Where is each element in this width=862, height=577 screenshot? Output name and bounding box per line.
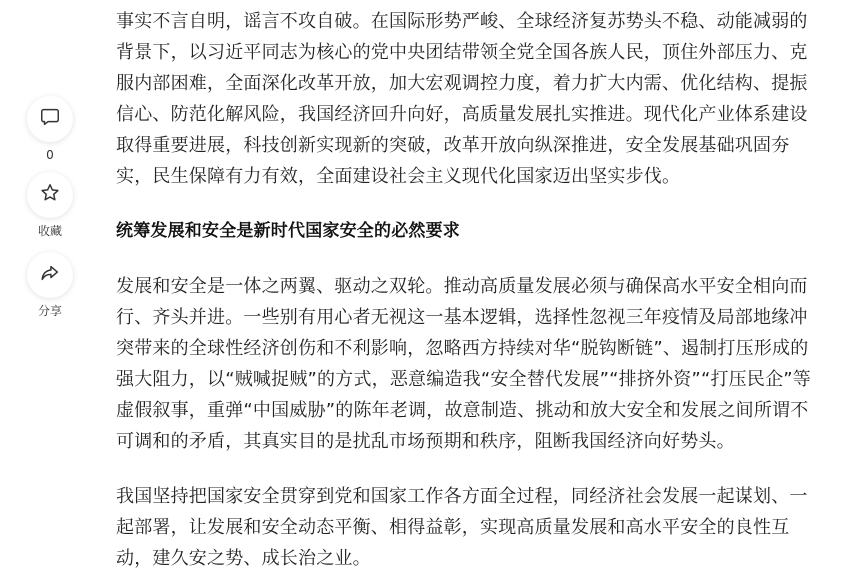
share-icon — [39, 262, 61, 288]
paragraph: 事实不言自明，谣言不攻自破。在国际形势严峻、全球经济复苏势头不稳、动能减弱的背景下，以习近平同志为核心的党中央团结带领全党全国各族人民，顶住外部压力、克服内部困难，全面深化改革开放，加大宏观调控力度，着力扩大内需、优化结构、提振信心、防范化解风险，我国经济回升向好，高质量发展扎实推进。现代化产业体系建设取得重要进展，科技创新实现新的突破，改革开放向纵深推进，安全发展基础巩固夯实，民生保障有力有效，全面建设社会主义现代化国家迈出坚实步伐。 — [116, 11, 808, 187]
favorite-circle[interactable] — [27, 172, 73, 218]
paragraph: 发展和安全是一体之两翼、驱动之双轮。推动高质量发展必须与确保高水平安全相向而行、齐头并进。一些别有用心者无视这一基本逻辑，选择性忽视三年疫情及局部地缘冲突带来的全球性经济创伤和不利影响，忽略西方持续对华“脱钩断链”、遏制打压形成的强大阻力，以“贼喊捉贼”的方式，恶意编造我“安全替代发展”“排挤外资”“打压民企”等虚假叙事，重弹“中国威胁”的陈年老调，故意制造、挑动和放大安全和发展之间所谓不可调和的矛盾，其真实目的是扰乱市场预期和秩序，阻断我国经济向好势头。 — [116, 276, 811, 452]
paragraph: 我国坚持把国家安全贯穿到党和国家工作各方面全过程，同经济社会发展一起谋划、一起部署，让发展和安全动态平衡、相得益彰，实现高质量发展和高水平安全的良性互动，建久安之势、成长治之业。 — [116, 486, 808, 569]
star-icon — [39, 182, 61, 208]
article-body — [116, 6, 816, 574]
comment-icon — [39, 106, 61, 132]
share-button[interactable] — [24, 252, 76, 318]
comment-circle[interactable] — [27, 96, 73, 142]
action-rail — [24, 96, 76, 332]
favorite-label: 收藏 — [37, 224, 62, 238]
share-circle[interactable] — [27, 252, 73, 298]
share-label: 分享 — [37, 304, 62, 318]
comment-button[interactable] — [24, 96, 76, 162]
section-heading: 统筹发展和安全是新时代国家安全的必然要求 — [116, 221, 460, 241]
favorite-button[interactable] — [24, 172, 76, 238]
comment-count: 0 — [46, 148, 54, 162]
